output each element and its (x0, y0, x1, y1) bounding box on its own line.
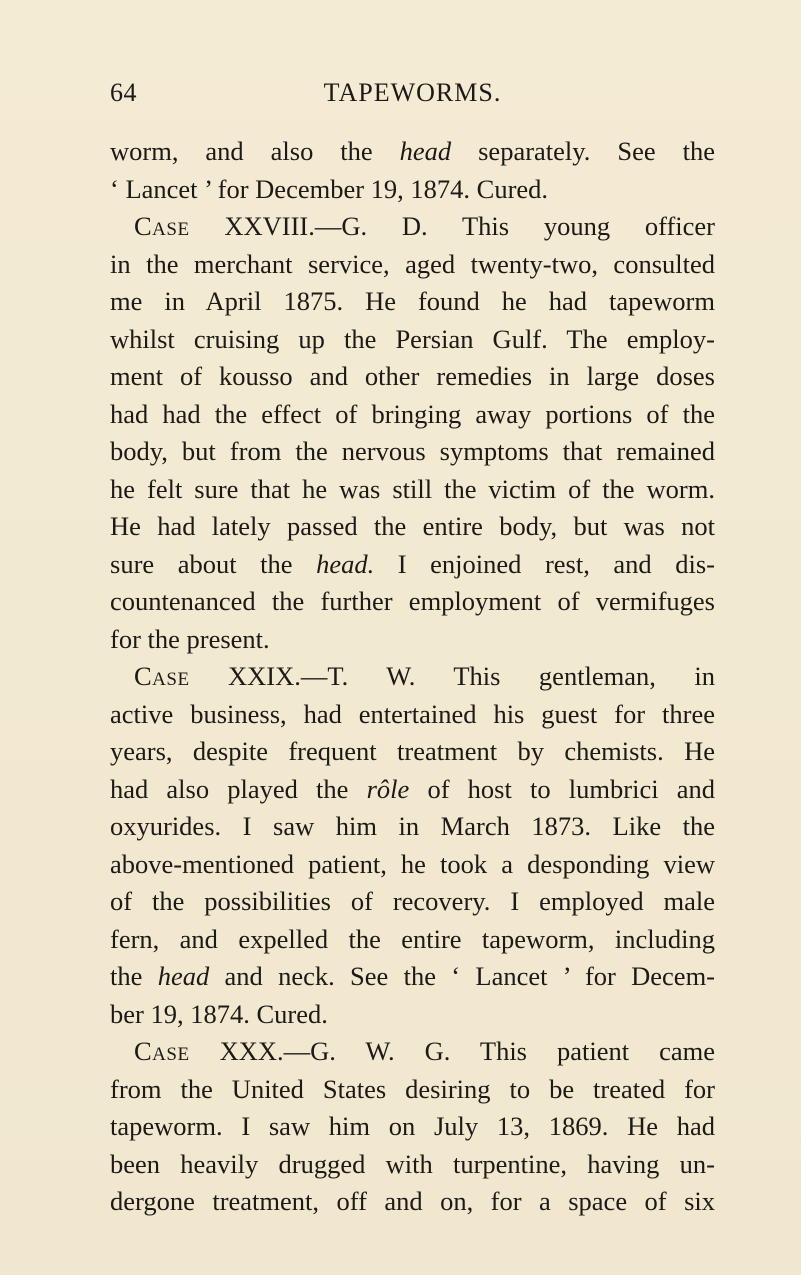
text-line (110, 1108, 715, 1146)
text-run: XXX.—G. W. G. This patient came (189, 1036, 715, 1066)
text-line (110, 658, 715, 696)
italic-text: head (399, 136, 452, 166)
text-line (110, 808, 715, 846)
text-run: the (110, 961, 158, 991)
text-run: oxyurides. I saw him in March 1873. Like the (110, 811, 715, 841)
text-line (110, 283, 715, 321)
text-run: tapeworm. I saw him on July 13, 1869. He had (110, 1111, 715, 1141)
text-line (110, 321, 715, 359)
text-line (110, 396, 715, 434)
text-run: I enjoined rest, and dis- (374, 548, 715, 579)
text-line (110, 1033, 715, 1071)
text-run: He had lately passed the entire body, but was not (110, 511, 715, 541)
text-line (110, 358, 715, 396)
text-line (110, 621, 715, 659)
text-line (110, 508, 715, 546)
text-run: whilst cruising up the Persian Gulf. The employ- (110, 323, 715, 354)
text-run: XXVIII.—G. D. This young officer (189, 211, 715, 241)
text-line (110, 996, 715, 1034)
text-run: of the possibilities of recovery. I employed male (110, 886, 715, 916)
text-run: had also played the (110, 773, 367, 804)
text-line (110, 846, 715, 884)
text-run: from the United States desiring to be treated for (110, 1073, 715, 1104)
text-line (110, 1183, 715, 1221)
text-line (110, 771, 715, 809)
text-line (110, 208, 715, 246)
text-run: he felt sure that he was still the victim of the worm. (110, 473, 715, 504)
text-line (110, 958, 715, 996)
text-line (110, 1146, 715, 1184)
text-line (110, 1071, 715, 1109)
text-run: ment of kousso and other remedies in large doses (110, 361, 715, 391)
text-run: separately. See the (451, 136, 716, 166)
text-run: XXIX.—T. W. This gentleman, in (189, 661, 715, 691)
text-run: fern, and expelled the entire tapeworm, including (110, 923, 715, 954)
case-label: Case (134, 1036, 190, 1066)
text-run: for the present. (110, 623, 270, 654)
text-run: been heavily drugged with turpentine, having un- (110, 1148, 715, 1179)
body-text (110, 133, 715, 1221)
text-run: body, but from the nervous symptoms that remained (110, 436, 715, 466)
text-line (110, 246, 715, 284)
text-run: ber 19, 1874. Cured. (110, 998, 328, 1029)
text-line (110, 883, 715, 921)
text-run: had had the effect of bringing away portions of the (110, 398, 715, 429)
text-line (110, 471, 715, 509)
text-run: me in April 1875. He found he had tapeworm (110, 286, 715, 316)
case-label: Case (134, 661, 190, 691)
text-run: and neck. See the ‘ Lancet ’ for Decem- (209, 961, 716, 991)
case-label: Case (134, 211, 190, 241)
text-run: worm, and also the (110, 136, 400, 166)
italic-text: rôle (366, 773, 410, 804)
text-line (110, 133, 715, 171)
text-run: above-mentioned patient, he took a desponding view (110, 848, 715, 879)
text-run: countenanced the further employment of vermifuges (110, 586, 715, 616)
text-line (110, 733, 715, 771)
text-line (110, 546, 715, 584)
running-head (110, 78, 715, 110)
italic-text: head (157, 961, 210, 991)
text-line (110, 696, 715, 734)
page-number: 64 (110, 78, 137, 107)
text-run: of host to lumbrici and (409, 773, 715, 804)
text-run: dergone treatment, off and on, for a space of six (110, 1186, 715, 1216)
text-run: years, despite frequent treatment by chemists. He (110, 736, 715, 766)
text-line (110, 921, 715, 959)
text-line (110, 433, 715, 471)
running-title: TAPEWORMS. (323, 78, 502, 107)
text-line (110, 583, 715, 621)
italic-text: head. (316, 548, 375, 579)
text-line (110, 171, 715, 209)
text-run: active business, had entertained his guest for three (110, 698, 715, 729)
text-run: ‘ Lancet ’ for December 19, 1874. Cured. (110, 173, 549, 204)
text-run: in the merchant service, aged twenty-two, consulted (110, 248, 715, 279)
text-run: sure about the (110, 548, 317, 579)
